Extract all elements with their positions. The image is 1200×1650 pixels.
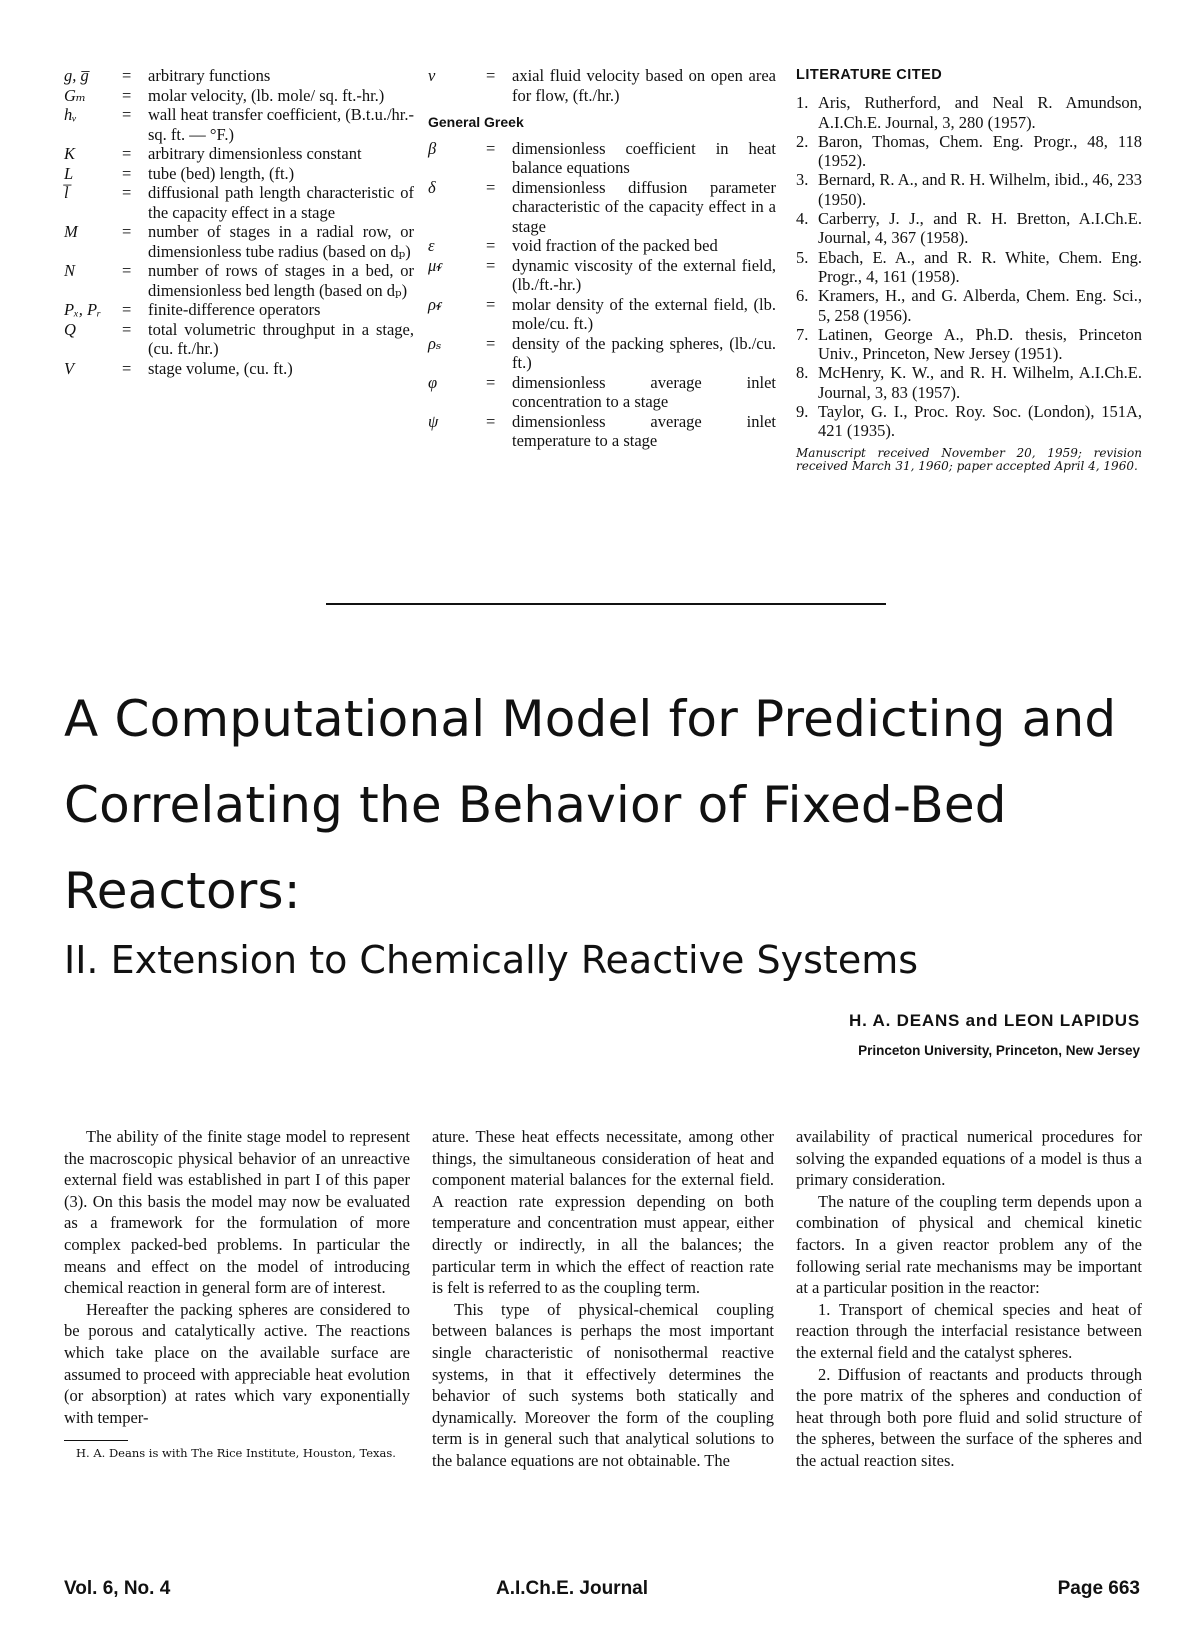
equals-sign: = bbox=[486, 372, 496, 392]
reference-number: 9. bbox=[796, 402, 809, 422]
footnote: H. A. Deans is with The Rice Institute, Houston, Texas. bbox=[76, 1446, 396, 1461]
nomenclature-symbol: M bbox=[64, 222, 78, 241]
nomenclature-entry bbox=[64, 300, 414, 320]
reference-number: 7. bbox=[796, 324, 809, 344]
nomenclature-entry bbox=[64, 105, 414, 144]
nomenclature-symbol: ψ bbox=[428, 411, 439, 431]
paragraph: Hereafter the packing spheres are considered to be porous and catalytically active. The reactions which take place on the available surface are assumed to proceed with appreciable heat evolution (or absorption) at rates which vary exponentially with temper- bbox=[64, 1299, 410, 1427]
reference-entry bbox=[796, 209, 1142, 248]
literature-heading: LITERATURE CITED bbox=[796, 67, 943, 83]
equals-sign: = bbox=[122, 300, 132, 319]
section-divider bbox=[326, 603, 886, 605]
equals-sign: = bbox=[122, 66, 132, 85]
reference-text: Kramers, H., and G. Alberda, Chem. Eng. Sci., 5, 258 (1956). bbox=[818, 286, 1142, 325]
nomenclature-entry bbox=[64, 320, 414, 359]
nomenclature-entry bbox=[428, 334, 776, 373]
nomenclature-entry bbox=[428, 139, 776, 178]
reference-text: Carberry, J. J., and R. H. Bretton, A.I.Ch.E. Journal, 4, 367 (1958). bbox=[818, 209, 1142, 248]
paragraph-text: ature. These heat effects necessitate, among other things, the simultaneous consideration of heat and component material balances for the external field. A reaction rate expression depending on both temperature and concentration must appear, either directly or indirectly, in all the balances; the particular term in which the effect of reaction rate is felt is referred to as the coupling term. bbox=[432, 1127, 774, 1298]
footer-volume: Vol. 6, No. 4 bbox=[64, 1578, 171, 1599]
equals-sign: = bbox=[122, 222, 132, 241]
reference-entry bbox=[796, 325, 1142, 364]
reference-text: McHenry, K. W., and R. H. Wilhelm, A.I.Ch.E. Journal, 3, 83 (1957). bbox=[818, 363, 1142, 402]
nomenclature-symbol: hᵥ bbox=[64, 105, 77, 124]
nomenclature-symbol: g, g̅ bbox=[64, 66, 89, 85]
title-line-3: Reactors: bbox=[64, 862, 301, 920]
nomenclature-symbol: Q bbox=[64, 319, 76, 339]
paragraph: This type of physical-chemical coupling between balances is perhaps the most important single characteristic of nonisothermal reactive systems, in that it effectively determines the behavior of such systems both statically and dynamically. Moreover the form of the coupling term is in general such that analytical solutions to the balance equations are not obtainable. The bbox=[432, 1299, 774, 1470]
reference-number: 3. bbox=[796, 170, 809, 190]
greek-heading: General Greek bbox=[428, 114, 524, 130]
reference-entry bbox=[796, 402, 1142, 441]
equals-sign: = bbox=[122, 85, 132, 105]
equals-sign: = bbox=[486, 294, 496, 314]
nomenclature-entry bbox=[428, 295, 776, 334]
reference-entry bbox=[796, 363, 1142, 402]
nomenclature-symbol: Pₓ, Pᵣ bbox=[64, 300, 102, 319]
nomenclature-entry bbox=[428, 66, 776, 105]
equals-sign: = bbox=[486, 66, 496, 85]
nomenclature-definition: finite-difference operators bbox=[148, 300, 321, 319]
literature-cited bbox=[796, 66, 1142, 473]
reference-entry bbox=[796, 93, 1142, 132]
nomenclature-definition: dimensionless average inlet concentration to a stage bbox=[512, 372, 776, 411]
equals-sign: = bbox=[486, 255, 496, 275]
nomenclature-definition: wall heat transfer coefficient, (B.t.u./hr.-sq. ft. — °F.) bbox=[148, 105, 414, 144]
reference-text: Bernard, R. A., and R. H. Wilhelm, ibid., 46, 233 (1950). bbox=[818, 170, 1142, 209]
nomenclature-definition: dimensionless diffusion parameter characteristic of the capacity effect in a stage bbox=[512, 177, 776, 236]
nomenclature-symbol: δ bbox=[428, 177, 436, 197]
nomenclature-definition: molar density of the external field, (lb. mole/cu. ft.) bbox=[512, 294, 776, 333]
nomenclature-entry bbox=[64, 183, 414, 222]
nomenclature-entry bbox=[64, 144, 414, 164]
nomenclature-symbol: μᵳ bbox=[428, 255, 443, 275]
nomenclature-definition: dimensionless average inlet temperature to a stage bbox=[512, 411, 776, 450]
authors: H. A. DEANS and LEON LAPIDUS bbox=[849, 1011, 1140, 1030]
reference-number: 5. bbox=[796, 247, 809, 267]
reference-text: Taylor, G. I., Proc. Roy. Soc. (London), 151A, 421 (1935). bbox=[818, 402, 1142, 441]
nomenclature-symbol: ρᵳ bbox=[428, 294, 442, 314]
body-column-3 bbox=[796, 1126, 1142, 1472]
nomenclature-entry bbox=[64, 86, 414, 106]
nomenclature-entry bbox=[64, 222, 414, 261]
equals-sign: = bbox=[486, 333, 496, 353]
nomenclature-symbol: v bbox=[428, 66, 436, 85]
reference-text: Ebach, E. A., and R. R. White, Chem. Eng. Progr., 4, 161 (1958). bbox=[818, 247, 1142, 286]
nomenclature-symbol: φ bbox=[428, 372, 438, 392]
nomenclature-entry bbox=[64, 164, 414, 184]
reference-entry bbox=[796, 170, 1142, 209]
nomenclature-entry bbox=[64, 66, 414, 86]
nomenclature-entry bbox=[428, 178, 776, 237]
reference-text: Latinen, George A., Ph.D. thesis, Princeton Univ., Princeton, New Jersey (1951). bbox=[818, 324, 1142, 364]
footer-journal: A.I.Ch.E. Journal bbox=[496, 1578, 649, 1599]
affiliation: Princeton University, Princeton, New Jersey bbox=[858, 1043, 1140, 1058]
equals-sign: = bbox=[122, 261, 132, 280]
nomenclature-definition: arbitrary functions bbox=[148, 66, 271, 85]
reference-number: 8. bbox=[796, 363, 809, 383]
paragraph: 2. Diffusion of reactants and products through the pore matrix of the spheres and conduction of heat through both pore fluid and solid structure of the spheres, between the surface of the spheres and the actual reaction sites. bbox=[796, 1364, 1142, 1470]
nomenclature-symbol: l̅ bbox=[64, 183, 69, 202]
nomenclature-symbol: K bbox=[64, 144, 76, 163]
paragraph bbox=[432, 1126, 774, 1299]
body-column-2 bbox=[432, 1126, 774, 1472]
nomenclature-symbol: Gₘ bbox=[64, 85, 87, 105]
nomenclature-symbol: ε bbox=[428, 236, 435, 255]
footnote-rule bbox=[64, 1440, 128, 1441]
equals-sign: = bbox=[122, 358, 132, 378]
equals-sign: = bbox=[486, 411, 496, 431]
paragraph: The ability of the finite stage model to represent the macroscopic physical behavior of an unreactive external field was established in part I of this paper (3). On this basis the model may now be evaluated as a framework for the formulation of more complex packed-bed problems. In particular the means and effect on the model of introducing chemical reaction in general form are of interest. bbox=[64, 1127, 410, 1298]
nomenclature-symbol: V bbox=[64, 358, 75, 378]
body-column-1 bbox=[64, 1126, 410, 1460]
reference-number: 4. bbox=[796, 209, 809, 229]
nomenclature-symbol: ρₛ bbox=[428, 333, 442, 353]
reference-number: 2. bbox=[796, 131, 809, 151]
nomenclature-entry bbox=[428, 373, 776, 412]
paragraph: availability of practical numerical procedures for solving the expanded equations of a model is thus a primary consideration. bbox=[796, 1127, 1142, 1190]
equals-sign: = bbox=[122, 105, 132, 124]
reference-text: Baron, Thomas, Chem. Eng. Progr., 48, 118 (1952). bbox=[818, 131, 1142, 171]
nomenclature-entry bbox=[428, 412, 776, 451]
nomenclature-definition: density of the packing spheres, (lb./cu. ft.) bbox=[512, 333, 776, 372]
nomenclature-column-2 bbox=[428, 66, 776, 451]
nomenclature-definition: total volumetric throughput in a stage, (cu. ft./hr.) bbox=[148, 319, 414, 358]
reference-number: 6. bbox=[796, 286, 809, 306]
title-line-2: Correlating the Behavior of Fixed-Bed bbox=[64, 776, 1007, 834]
footer-page: Page 663 bbox=[1057, 1578, 1140, 1599]
nomenclature-entry bbox=[64, 261, 414, 300]
equals-sign: = bbox=[486, 236, 496, 255]
equals-sign: = bbox=[122, 319, 132, 339]
paragraph: The nature of the coupling term depends upon a combination of physical and chemical kinetic factors. In a given reactor problem any of the following serial rate mechanisms may be important at a particular position in the reactor: bbox=[796, 1191, 1142, 1298]
title-line-1: A Computational Model for Predicting and bbox=[64, 690, 1117, 748]
nomenclature-entry bbox=[64, 359, 414, 379]
nomenclature-definition: axial fluid velocity based on open area for flow, (ft./hr.) bbox=[512, 66, 776, 105]
equals-sign: = bbox=[486, 138, 496, 158]
nomenclature-entry bbox=[428, 256, 776, 295]
article-subtitle: II. Extension to Chemically Reactive Systems bbox=[64, 938, 919, 982]
nomenclature-definition: dynamic viscosity of the external field, (lb./ft.-hr.) bbox=[512, 255, 776, 294]
nomenclature-definition: dimensionless coefficient in heat balance equations bbox=[512, 138, 776, 177]
reference-entry bbox=[796, 132, 1142, 171]
nomenclature-definition: tube (bed) length, (ft.) bbox=[148, 163, 295, 183]
nomenclature-column-1 bbox=[64, 66, 414, 378]
nomenclature-symbol: N bbox=[64, 261, 76, 280]
nomenclature-symbol: β bbox=[428, 138, 437, 158]
equals-sign: = bbox=[122, 144, 132, 163]
nomenclature-definition: molar velocity, (lb. mole/ sq. ft.-hr.) bbox=[148, 85, 385, 105]
paragraph: 1. Transport of chemical species and heat of reaction through the interfacial resistance between the external field and the catalyst spheres. bbox=[796, 1299, 1142, 1362]
equals-sign: = bbox=[122, 183, 132, 202]
nomenclature-definition: number of rows of stages in a bed, or dimensionless bed length (based on dₚ) bbox=[148, 261, 414, 300]
article-title bbox=[64, 676, 1164, 934]
nomenclature-definition: number of stages in a radial row, or dimensionless tube radius (based on dₚ) bbox=[148, 222, 414, 261]
manuscript-note: Manuscript received November 20, 1959; revision received March 31, 1960; paper accepted April 4, 1960. bbox=[796, 445, 1142, 473]
nomenclature-definition: void fraction of the packed bed bbox=[512, 236, 718, 255]
nomenclature-definition: diffusional path length characteristic of the capacity effect in a stage bbox=[148, 183, 414, 222]
reference-entry bbox=[796, 286, 1142, 325]
equals-sign: = bbox=[486, 177, 496, 197]
nomenclature-entry bbox=[428, 236, 776, 256]
nomenclature-definition: arbitrary dimensionless constant bbox=[148, 144, 362, 163]
reference-text: Aris, Rutherford, and Neal R. Amundson, A.I.Ch.E. Journal, 3, 280 (1957). bbox=[818, 93, 1142, 132]
nomenclature-definition: stage volume, (cu. ft.) bbox=[148, 358, 293, 378]
reference-entry bbox=[796, 248, 1142, 287]
nomenclature-symbol: L bbox=[64, 163, 74, 183]
reference-number: 1. bbox=[796, 93, 809, 113]
equals-sign: = bbox=[122, 163, 132, 183]
